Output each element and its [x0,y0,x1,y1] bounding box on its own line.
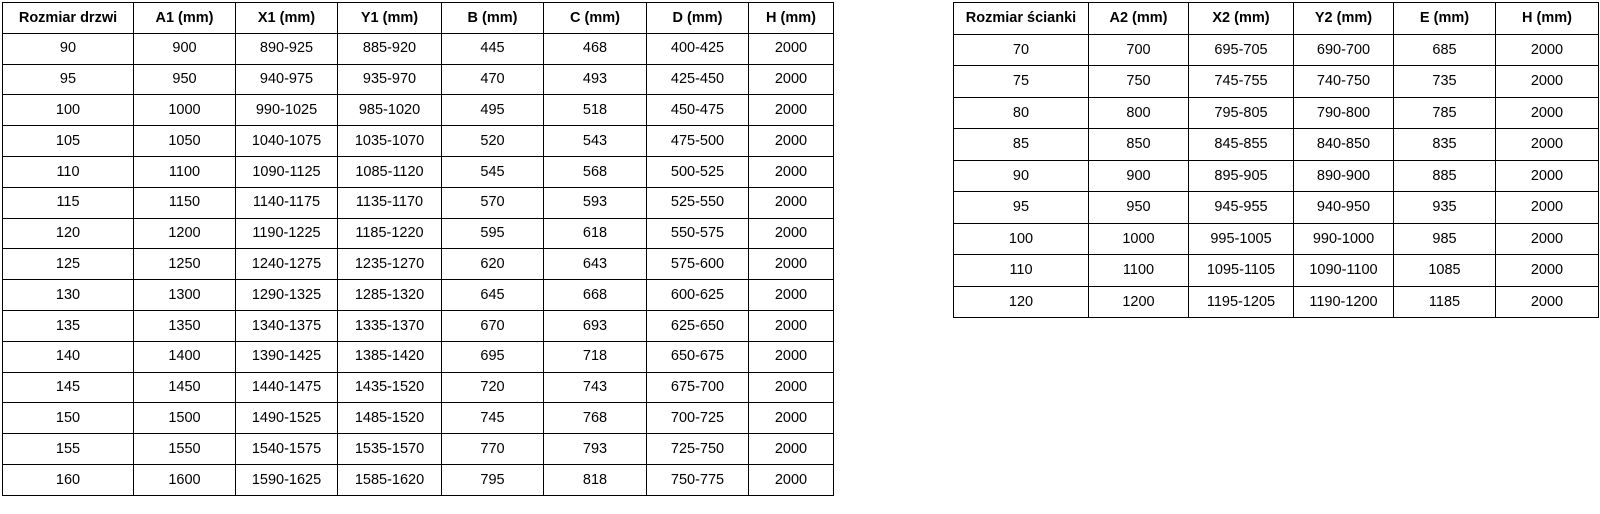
table-cell: 2000 [749,249,834,280]
table-cell: 1540-1575 [236,434,338,465]
table-cell: 900 [134,33,236,64]
table-row [954,97,1599,129]
table-cell: 1400 [134,341,236,372]
table-cell: 1195-1205 [1189,286,1294,318]
table-cell: 1385-1420 [338,341,442,372]
table-cell: 1190-1225 [236,218,338,249]
table-cell: 1500 [134,403,236,434]
table-row [954,66,1599,98]
table-cell: 2000 [1496,129,1599,161]
table-cell: 1300 [134,280,236,311]
table-cell: 718 [544,341,647,372]
table-cell: 695-705 [1189,34,1294,66]
table-cell: 935-970 [338,64,442,95]
table-cell: 1390-1425 [236,341,338,372]
table-cell: 1185 [1394,286,1496,318]
table-cell: 2000 [1496,34,1599,66]
table-cell: 700 [1089,34,1189,66]
table-cell: 2000 [749,341,834,372]
table-cell: 785 [1394,97,1496,129]
table-cell: 2000 [1496,192,1599,224]
table-cell: 1085 [1394,255,1496,287]
table-cell: 100 [954,223,1089,255]
table-cell: 885 [1394,160,1496,192]
table-cell: 120 [3,218,134,249]
column-header: Rozmiar drzwi [3,3,134,34]
table-cell: 450-475 [647,95,749,126]
table-cell: 890-900 [1294,160,1394,192]
table-cell: 135 [3,310,134,341]
table-cell: 800 [1089,97,1189,129]
table-cell: 950 [134,64,236,95]
table-cell: 2000 [749,372,834,403]
table-cell: 790-800 [1294,97,1394,129]
table-cell: 1040-1075 [236,126,338,157]
table-cell: 543 [544,126,647,157]
table-cell: 70 [954,34,1089,66]
table-cell: 545 [442,156,544,187]
table-cell: 2000 [749,310,834,341]
table-cell: 950 [1089,192,1189,224]
table-cell: 1485-1520 [338,403,442,434]
table-cell: 818 [544,464,647,495]
table-row [3,156,834,187]
table-cell: 2000 [1496,255,1599,287]
table-cell: 1435-1520 [338,372,442,403]
table-cell: 160 [3,464,134,495]
table-cell: 115 [3,187,134,218]
table-cell: 500-525 [647,156,749,187]
table-cell: 695 [442,341,544,372]
header-row [954,3,1599,35]
table-cell: 110 [954,255,1089,287]
table-cell: 985-1020 [338,95,442,126]
table-cell: 1440-1475 [236,372,338,403]
table-cell: 840-850 [1294,129,1394,161]
table-cell: 520 [442,126,544,157]
table-cell: 845-855 [1189,129,1294,161]
wall-size-table [953,2,1599,318]
column-header: Y2 (mm) [1294,3,1394,35]
table-cell: 1450 [134,372,236,403]
column-header: H (mm) [1496,3,1599,35]
table-cell: 1140-1175 [236,187,338,218]
column-header: Rozmiar ścianki [954,3,1089,35]
table-cell: 770 [442,434,544,465]
table-row [3,403,834,434]
table-cell: 1550 [134,434,236,465]
table-row [954,160,1599,192]
table-cell: 95 [954,192,1089,224]
table-cell: 985 [1394,223,1496,255]
table-cell: 595 [442,218,544,249]
table-row [954,192,1599,224]
table-cell: 945-955 [1189,192,1294,224]
table-cell: 675-700 [647,372,749,403]
table-cell: 1200 [134,218,236,249]
table-cell: 1200 [1089,286,1189,318]
table-row [3,464,834,495]
table-cell: 2000 [749,156,834,187]
table-row [3,372,834,403]
table-cell: 470 [442,64,544,95]
table-cell: 2000 [749,126,834,157]
table-cell: 493 [544,64,647,95]
table-cell: 1490-1525 [236,403,338,434]
table-cell: 2000 [749,218,834,249]
table-cell: 1135-1170 [338,187,442,218]
table-row [3,218,834,249]
table-cell: 700-725 [647,403,749,434]
table-cell: 745-755 [1189,66,1294,98]
table-cell: 720 [442,372,544,403]
table-cell: 1085-1120 [338,156,442,187]
table-cell: 495 [442,95,544,126]
table-cell: 895-905 [1189,160,1294,192]
table-row [3,95,834,126]
table-cell: 670 [442,310,544,341]
table-cell: 668 [544,280,647,311]
table-cell: 2000 [749,434,834,465]
column-header: B (mm) [442,3,544,34]
table-cell: 90 [954,160,1089,192]
table-row [954,34,1599,66]
table-row [954,129,1599,161]
table-cell: 1250 [134,249,236,280]
table-cell: 1285-1320 [338,280,442,311]
table-cell: 80 [954,97,1089,129]
table-cell: 685 [1394,34,1496,66]
table-cell: 518 [544,95,647,126]
table-cell: 90 [3,33,134,64]
table-cell: 650-675 [647,341,749,372]
table-cell: 643 [544,249,647,280]
table-cell: 725-750 [647,434,749,465]
table-cell: 1095-1105 [1189,255,1294,287]
table-cell: 140 [3,341,134,372]
table-cell: 990-1000 [1294,223,1394,255]
column-header: A1 (mm) [134,3,236,34]
table-cell: 1350 [134,310,236,341]
table-cell: 625-650 [647,310,749,341]
table-cell: 743 [544,372,647,403]
column-header: A2 (mm) [1089,3,1189,35]
table-cell: 425-450 [647,64,749,95]
table-cell: 745 [442,403,544,434]
table-cell: 550-575 [647,218,749,249]
table-cell: 400-425 [647,33,749,64]
table-cell: 620 [442,249,544,280]
table-cell: 750 [1089,66,1189,98]
door-table-body [3,33,834,495]
table-cell: 645 [442,280,544,311]
table-cell: 525-550 [647,187,749,218]
table-cell: 900 [1089,160,1189,192]
table-cell: 850 [1089,129,1189,161]
table-cell: 890-925 [236,33,338,64]
table-row [3,310,834,341]
table-cell: 1190-1200 [1294,286,1394,318]
table-row [954,255,1599,287]
column-header: Y1 (mm) [338,3,442,34]
table-cell: 600-625 [647,280,749,311]
table-cell: 1290-1325 [236,280,338,311]
table-cell: 740-750 [1294,66,1394,98]
table-cell: 2000 [1496,66,1599,98]
table-cell: 735 [1394,66,1496,98]
column-header: C (mm) [544,3,647,34]
table-cell: 2000 [749,187,834,218]
table-cell: 618 [544,218,647,249]
table-cell: 1050 [134,126,236,157]
table-cell: 1590-1625 [236,464,338,495]
table-cell: 768 [544,403,647,434]
table-row [954,223,1599,255]
table-cell: 1100 [1089,255,1189,287]
table-cell: 750-775 [647,464,749,495]
table-cell: 2000 [1496,223,1599,255]
table-row [3,249,834,280]
table-cell: 1000 [134,95,236,126]
table-cell: 795 [442,464,544,495]
table-cell: 105 [3,126,134,157]
table-cell: 1185-1220 [338,218,442,249]
table-row [3,126,834,157]
table-cell: 1240-1275 [236,249,338,280]
column-header: H (mm) [749,3,834,34]
door-size-table [2,2,834,496]
table-cell: 125 [3,249,134,280]
table-cell: 2000 [749,95,834,126]
column-header: E (mm) [1394,3,1496,35]
table-cell: 690-700 [1294,34,1394,66]
table-cell: 1585-1620 [338,464,442,495]
table-cell: 75 [954,66,1089,98]
table-cell: 1150 [134,187,236,218]
table-cell: 940-950 [1294,192,1394,224]
table-cell: 1035-1070 [338,126,442,157]
table-cell: 593 [544,187,647,218]
table-cell: 575-600 [647,249,749,280]
table-cell: 2000 [749,464,834,495]
table-cell: 1000 [1089,223,1189,255]
column-header: D (mm) [647,3,749,34]
table-cell: 1340-1375 [236,310,338,341]
table-cell: 2000 [749,64,834,95]
table-cell: 2000 [1496,160,1599,192]
table-cell: 885-920 [338,33,442,64]
header-row [3,3,834,34]
table-row [3,434,834,465]
table-cell: 1090-1125 [236,156,338,187]
table-cell: 445 [442,33,544,64]
table-cell: 120 [954,286,1089,318]
table-cell: 150 [3,403,134,434]
table-cell: 2000 [749,33,834,64]
table-cell: 693 [544,310,647,341]
table-cell: 1235-1270 [338,249,442,280]
table-cell: 85 [954,129,1089,161]
table-cell: 145 [3,372,134,403]
table-cell: 990-1025 [236,95,338,126]
table-cell: 155 [3,434,134,465]
table-cell: 1100 [134,156,236,187]
column-header: X1 (mm) [236,3,338,34]
table-cell: 100 [3,95,134,126]
table-cell: 835 [1394,129,1496,161]
table-cell: 130 [3,280,134,311]
table-row [3,341,834,372]
table-cell: 475-500 [647,126,749,157]
table-cell: 935 [1394,192,1496,224]
table-cell: 1535-1570 [338,434,442,465]
table-cell: 1335-1370 [338,310,442,341]
table-row [3,187,834,218]
door-table-header [3,3,834,34]
wall-table-header [954,3,1599,35]
table-row [3,280,834,311]
column-header: X2 (mm) [1189,3,1294,35]
table-cell: 2000 [749,403,834,434]
table-cell: 95 [3,64,134,95]
table-row [954,286,1599,318]
table-cell: 2000 [1496,286,1599,318]
table-cell: 2000 [749,280,834,311]
table-cell: 940-975 [236,64,338,95]
wall-table-body [954,34,1599,318]
table-cell: 793 [544,434,647,465]
table-row [3,64,834,95]
table-cell: 795-805 [1189,97,1294,129]
table-cell: 995-1005 [1189,223,1294,255]
table-cell: 2000 [1496,97,1599,129]
table-cell: 110 [3,156,134,187]
table-cell: 570 [442,187,544,218]
table-cell: 1600 [134,464,236,495]
table-cell: 568 [544,156,647,187]
table-row [3,33,834,64]
table-cell: 1090-1100 [1294,255,1394,287]
table-cell: 468 [544,33,647,64]
